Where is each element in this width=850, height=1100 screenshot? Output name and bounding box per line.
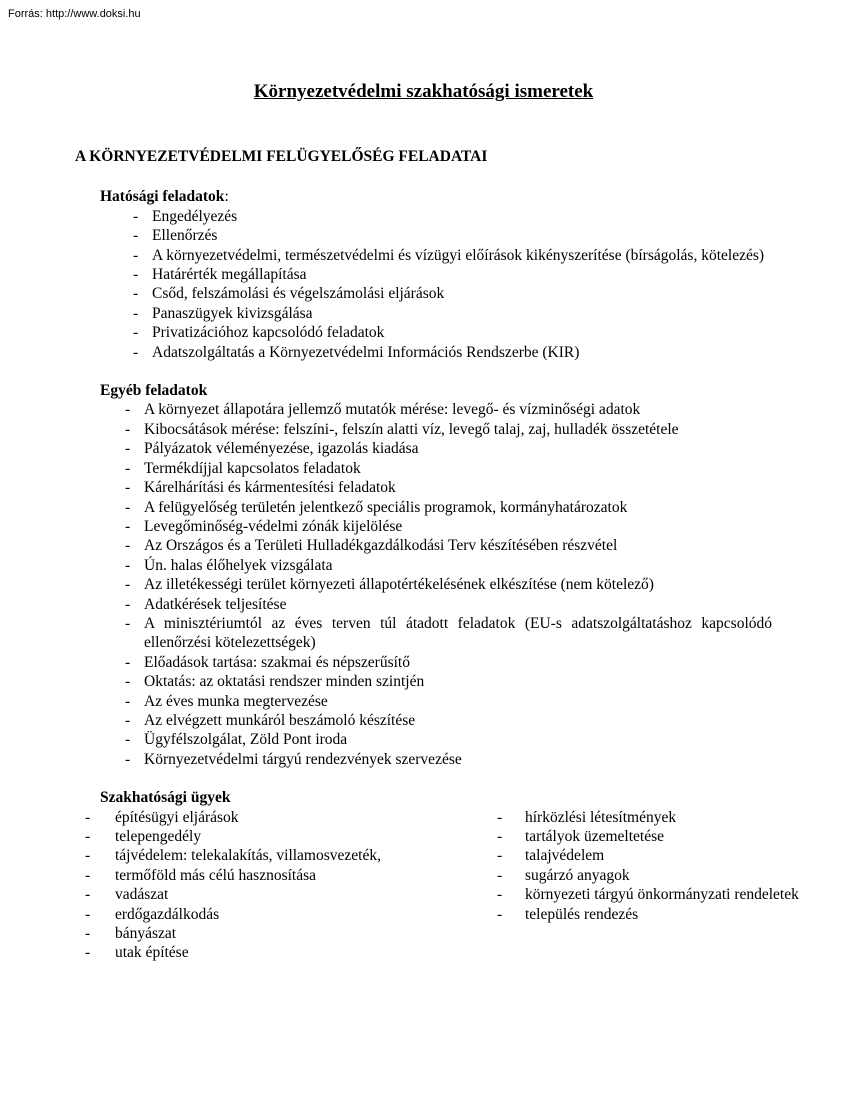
list-item	[85, 846, 487, 865]
bullet-dash: -	[125, 614, 131, 632]
bullet-dash: -	[85, 866, 91, 884]
list-item	[85, 905, 487, 924]
list-item-text: Engedélyezés	[152, 207, 238, 225]
bullet-dash: -	[85, 847, 91, 865]
list-item-text: Az elvégzett munkáról beszámoló készítése	[144, 711, 416, 729]
bullet-dash: -	[125, 479, 131, 497]
list-item-text: A környezet állapotára jellemző mutatók mérése: levegő- és vízminőségi adatok	[144, 401, 641, 419]
list-item	[85, 808, 487, 827]
list-item	[75, 730, 772, 749]
bullet-dash: -	[125, 459, 131, 477]
bullet-dash: -	[125, 692, 131, 710]
section-heading	[100, 381, 772, 400]
bullet-dash: -	[125, 673, 131, 691]
list-item	[75, 653, 772, 672]
list-item-text: Termékdíjjal kapcsolatos feladatok	[144, 459, 361, 477]
list-item-text: tartályok üzemeltetése	[525, 828, 665, 845]
bullet-dash: -	[125, 731, 131, 749]
list-item-text: termőföld más célú hasznosítása	[115, 866, 317, 884]
list-item	[75, 750, 772, 769]
bullet-dash: -	[125, 556, 131, 574]
bullet-dash: -	[85, 808, 91, 826]
section-hatosagi-feladatok	[75, 187, 772, 362]
list-item	[487, 808, 809, 827]
bullet-dash: -	[85, 828, 91, 845]
list-item-text: Az Országos és a Területi Hulladékgazdálkodási Terv készítésében részvétel	[144, 537, 618, 555]
list-item	[75, 343, 772, 362]
list-item-text: Csőd, felszámolási és végelszámolási eljárások	[152, 285, 445, 303]
list-item	[85, 924, 487, 943]
source-note: Forrás: http://www.doksi.hu	[8, 8, 141, 20]
list-item	[75, 265, 772, 284]
section-heading-text: Szakhatósági ügyek	[100, 789, 231, 807]
section-heading-text: Egyéb feladatok	[100, 382, 208, 400]
list-item	[487, 885, 809, 904]
bullet-dash: -	[497, 866, 503, 884]
bullet-dash: -	[85, 905, 91, 923]
bullet-dash: -	[133, 246, 139, 264]
list-item	[75, 498, 772, 517]
list-item-text: A minisztériumtól az éves terven túl átadott feladatok (EU-s adatszolgáltatáshoz kapcsolódó ellenőrzési kötelezettségek)	[144, 614, 772, 652]
szakhatosagi-columns	[85, 808, 809, 963]
list-item	[75, 556, 772, 575]
list-item	[75, 420, 772, 439]
list-item-text: sugárzó anyagok	[525, 866, 630, 884]
main-heading: A KÖRNYEZETVÉDELMI FELÜGYELŐSÉG FELADATAI	[75, 148, 488, 165]
section-heading	[100, 187, 772, 206]
list-item	[75, 207, 772, 226]
bullet-dash: -	[125, 498, 131, 516]
bullet-dash: -	[497, 905, 503, 923]
list-item	[85, 943, 487, 962]
list-item-text: Az éves munka megtervezése	[144, 692, 328, 710]
bullet-dash: -	[85, 886, 91, 904]
bullet-dash: -	[125, 537, 131, 555]
list-item	[487, 846, 809, 865]
bullet-dash: -	[125, 595, 131, 613]
list-item-text: település rendezés	[525, 905, 639, 923]
bullet-dash: -	[497, 828, 503, 845]
list-item-text: Az illetékességi terület környezeti állapotértékelésének elkészítése (nem kötelező)	[144, 576, 654, 594]
list-item	[75, 614, 772, 653]
list-item-text: környezeti tárgyú önkormányzati rendeletek	[525, 886, 799, 904]
bullet-dash: -	[497, 886, 503, 904]
list-item-text: erdőgazdálkodás	[115, 905, 220, 923]
list-item-text: hírközlési létesítmények	[525, 808, 677, 826]
section-heading-text: Hatósági feladatok	[100, 188, 225, 206]
list-item	[75, 284, 772, 303]
bullet-dash: -	[133, 343, 139, 361]
list-item-text: talajvédelem	[525, 847, 605, 865]
bullet-dash: -	[133, 304, 139, 322]
list-item-text: utak építése	[115, 944, 189, 962]
list-item	[75, 595, 772, 614]
list-item-text: tájvédelem: telekalakítás, villamosvezeték,	[115, 847, 381, 865]
list-item	[85, 885, 487, 904]
list-item-text: Határérték megállapítása	[152, 266, 307, 284]
list-item	[75, 226, 772, 245]
list-item-text: Kibocsátások mérése: felszíni-, felszín alatti víz, levegő talaj, zaj, hulladék összetétele	[144, 420, 679, 438]
bullet-dash: -	[85, 925, 91, 943]
list-item	[75, 439, 772, 458]
section-szakhatosagi-ugyek	[75, 788, 799, 963]
bullet-dash: -	[497, 808, 503, 826]
list-item-text: vadászat	[115, 886, 169, 904]
bullet-dash: -	[497, 847, 503, 865]
list-item-text: bányászat	[115, 925, 177, 943]
list-item-text: Környezetvédelmi tárgyú rendezvények szervezése	[144, 750, 462, 768]
bullet-dash: -	[133, 227, 139, 245]
list-item	[75, 400, 772, 419]
egyeb-feladatok-list	[75, 400, 772, 769]
bullet-dash: -	[125, 517, 131, 535]
list-item-text: Kárelhárítási és kármentesítési feladatok	[144, 479, 396, 497]
szakhatosagi-right-column	[487, 808, 809, 963]
list-item	[75, 575, 772, 594]
list-item	[487, 905, 809, 924]
list-item-text: Ügyfélszolgálat, Zöld Pont iroda	[144, 731, 348, 749]
bullet-dash: -	[133, 207, 139, 225]
bullet-dash: -	[125, 576, 131, 594]
list-item-text: Levegőminőség-védelmi zónák kijelölése	[144, 517, 403, 535]
list-item-text: Privatizációhoz kapcsolódó feladatok	[152, 324, 385, 342]
bullet-dash: -	[133, 266, 139, 284]
list-item-text: Adatszolgáltatás a Környezetvédelmi Információs Rendszerbe (KIR)	[152, 343, 580, 361]
list-item	[75, 459, 772, 478]
bullet-dash: -	[125, 401, 131, 419]
list-item-text: Pályázatok véleményezése, igazolás kiadása	[144, 440, 419, 458]
list-item	[75, 478, 772, 497]
section-egyeb-feladatok	[75, 381, 772, 769]
bullet-dash: -	[125, 653, 131, 671]
bullet-dash: -	[125, 440, 131, 458]
list-item	[487, 827, 809, 846]
list-item	[75, 672, 772, 691]
list-item	[75, 246, 772, 265]
list-item	[85, 827, 487, 846]
list-item-text: Panaszügyek kivizsgálása	[152, 304, 313, 322]
list-item	[487, 866, 809, 885]
section-heading-suffix: :	[224, 188, 229, 206]
bullet-dash: -	[125, 711, 131, 729]
list-item-text: A felügyelőség területén jelentkező speciális programok, kormányhatározatok	[144, 498, 628, 516]
szakhatosagi-left-column	[85, 808, 487, 963]
hatosagi-feladatok-list	[75, 207, 772, 362]
bullet-dash: -	[125, 420, 131, 438]
list-item-text: telepengedély	[115, 828, 202, 845]
list-item-text: Ún. halas élőhelyek vizsgálata	[144, 556, 333, 574]
bullet-dash: -	[133, 324, 139, 342]
list-item-text: Előadások tartása: szakmai és népszerűsítő	[144, 653, 410, 671]
list-item-text: Ellenőrzés	[152, 227, 218, 245]
list-item	[85, 866, 487, 885]
document-title: Környezetvédelmi szakhatósági ismeretek	[253, 81, 594, 102]
bullet-dash: -	[85, 944, 91, 962]
list-item-text: A környezetvédelmi, természetvédelmi és vízügyi előírások kikényszerítése (bírságolás, kötelezés)	[152, 246, 765, 264]
list-item	[75, 711, 772, 730]
bullet-dash: -	[133, 285, 139, 303]
list-item	[75, 323, 772, 342]
section-heading	[100, 788, 772, 807]
list-item	[75, 536, 772, 555]
bullet-dash: -	[125, 750, 131, 768]
list-item	[75, 304, 772, 323]
list-item-text: Oktatás: az oktatási rendszer minden szintjén	[144, 673, 425, 691]
list-item-text: építésügyi eljárások	[115, 808, 239, 826]
list-item	[75, 517, 772, 536]
list-item	[75, 692, 772, 711]
list-item-text: Adatkérések teljesítése	[144, 595, 287, 613]
